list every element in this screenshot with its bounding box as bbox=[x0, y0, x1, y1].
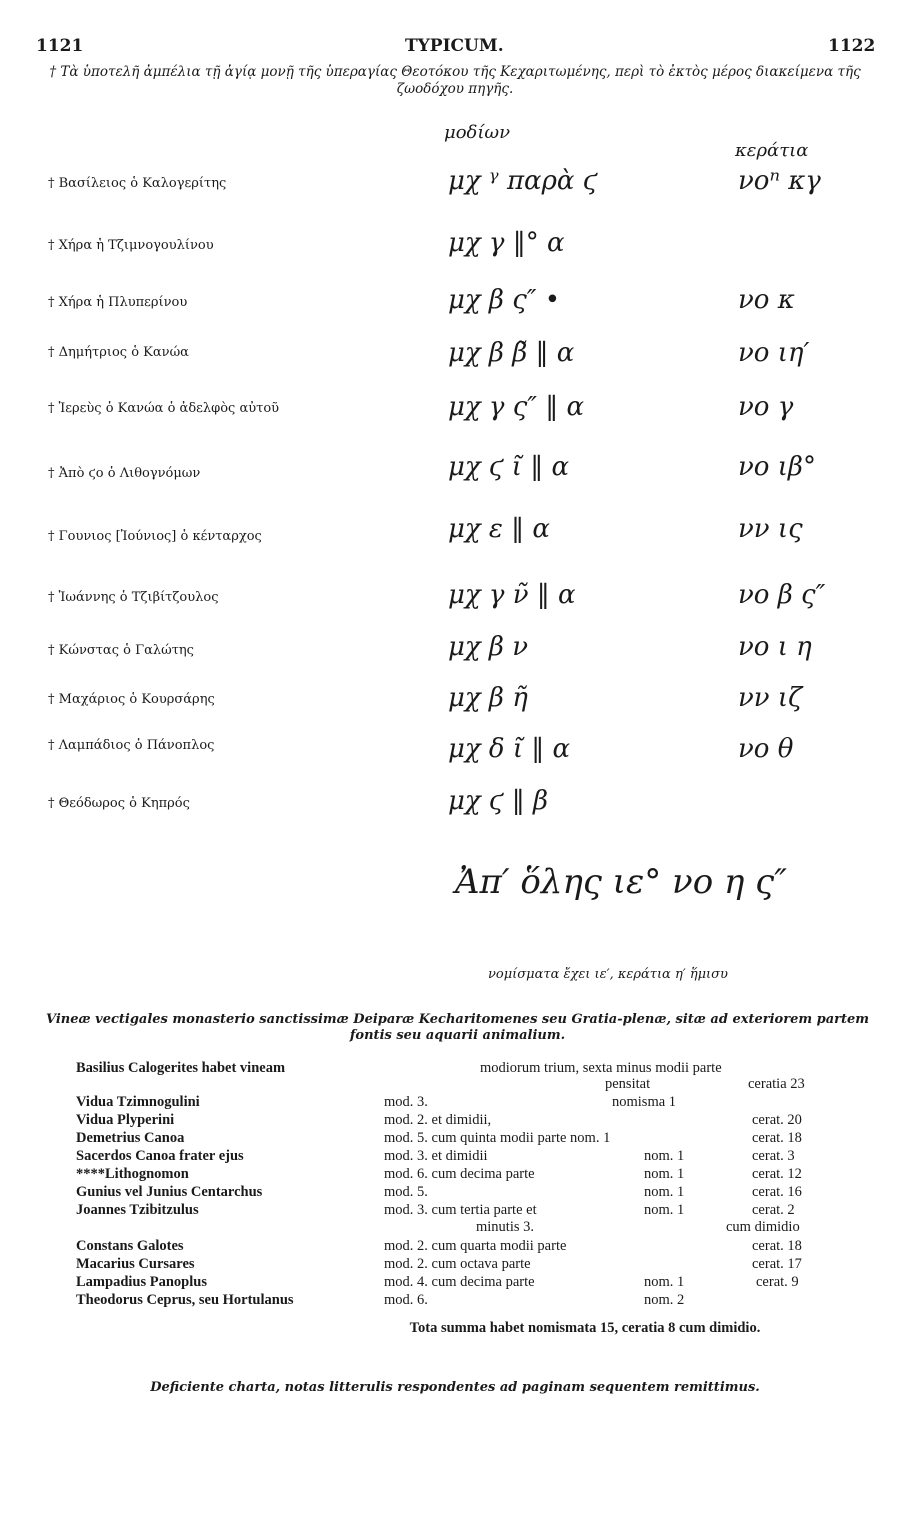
latin-row-name: Basilius Calogerites habet vineam bbox=[76, 1060, 286, 1076]
handwritten-header-modia: μοδίων bbox=[444, 122, 511, 143]
latin-row-pensitat: nom. 1 bbox=[644, 1274, 685, 1290]
latin-row-name: Demetrius Canoa bbox=[76, 1130, 185, 1146]
footer-note: Deficiente charta, notas litterulis respondentes ad paginam sequentem remittimus. bbox=[150, 1380, 760, 1395]
latin-row-name: Theodorus Ceprus, seu Hortulanus bbox=[76, 1292, 294, 1308]
greek-entry-row: † Ἰωάννης ὁ Τζιβίτζουλος bbox=[48, 590, 219, 605]
latin-row-name: ****Lithognomon bbox=[76, 1166, 189, 1182]
latin-row-name: Joannes Tzibitzulus bbox=[76, 1202, 199, 1218]
latin-row-ceratia: cerat. 18 bbox=[752, 1130, 802, 1146]
handwritten-keratia: νο κ bbox=[738, 285, 795, 315]
latin-row-ceratia: cerat. 3 bbox=[752, 1148, 795, 1164]
handwritten-measure: μχ δ ῖ ‖ α bbox=[448, 734, 571, 764]
latin-row-modii: minutis 3. bbox=[476, 1219, 535, 1235]
greek-sum-line: νομίσματα ἔχει ιε′, κεράτια η′ ἥμισυ bbox=[488, 967, 728, 982]
greek-entry-row: † Λαμπάδιος ὁ Πάνοπλος bbox=[48, 738, 215, 753]
handwritten-measure: μχ γ ν̃ ‖ α bbox=[448, 580, 576, 610]
latin-row-name: Macarius Cursares bbox=[76, 1256, 195, 1272]
handwritten-measure: μχ ϛ ῖ ‖ α bbox=[448, 452, 570, 482]
greek-entry-row: † Βασίλειος ὁ Καλογερίτης bbox=[48, 176, 227, 191]
handwritten-keratia: νο γ bbox=[738, 392, 794, 422]
latin-row-name: Vidua Tzimnogulini bbox=[76, 1094, 200, 1110]
latin-row-ceratia: cerat. 16 bbox=[752, 1184, 802, 1200]
latin-row-pensitat: nom. 1 bbox=[644, 1184, 685, 1200]
handwritten-keratia: νν ις bbox=[738, 514, 803, 544]
handwritten-measure: μχ γ ‖° α bbox=[448, 228, 565, 258]
latin-row-ceratia: cerat. 9 bbox=[756, 1274, 799, 1290]
latin-row-ceratia: cerat. 17 bbox=[752, 1256, 802, 1272]
latin-row-modii: mod. 6. bbox=[384, 1292, 428, 1308]
latin-row-modii: mod. 6. cum decima parte bbox=[384, 1166, 535, 1182]
handwritten-keratia: νο ιη′ bbox=[738, 338, 810, 368]
greek-entry-row: † Χήρα ἡ Πλυπερίνου bbox=[48, 295, 188, 310]
latin-row-modii: mod. 5. cum quinta modii parte nom. 1 bbox=[384, 1130, 611, 1146]
handwritten-keratia: νοⁿ κγ bbox=[738, 166, 821, 196]
latin-row-pensitat: nom. 1 bbox=[644, 1166, 685, 1182]
latin-row-pensitat: pensitat bbox=[605, 1076, 651, 1092]
handwritten-keratia: νν ιζ bbox=[738, 683, 803, 713]
latin-row-modii: mod. 2. et dimidii, bbox=[384, 1112, 492, 1128]
handwritten-measure: μχ ϛ ‖ β bbox=[448, 786, 549, 816]
handwritten-measure: μχ β η̃ bbox=[448, 683, 528, 713]
greek-entry-row: † Χήρα ἡ Τζιμνογουλίνου bbox=[48, 238, 214, 253]
latin-row-name: Gunius vel Junius Centarchus bbox=[76, 1184, 263, 1200]
handwritten-measure: μχ γ ς″ ‖ α bbox=[448, 392, 585, 422]
latin-row-ceratia: cum dimidio bbox=[726, 1219, 800, 1235]
latin-row-pensitat: nom. 1 bbox=[644, 1202, 685, 1218]
latin-row-ceratia: cerat. 20 bbox=[752, 1112, 802, 1128]
latin-row-modii: mod. 3. bbox=[384, 1094, 428, 1110]
handwritten-keratia: νο β ς″ bbox=[738, 580, 826, 610]
latin-total: Tota summa habet nomismata 15, ceratia 8 cum dimidio. bbox=[409, 1320, 761, 1336]
latin-row-ceratia: cerat. 12 bbox=[752, 1166, 802, 1182]
greek-entry-row: † Ἀπὸ ϛο ὁ Λιθογνόμων bbox=[48, 466, 201, 481]
handwritten-measure: μχ β β̃ ‖ α bbox=[448, 338, 575, 368]
latin-row-modii: mod. 5. bbox=[384, 1184, 428, 1200]
handwritten-keratia: νο θ bbox=[738, 734, 794, 764]
greek-entry-row: † Κώνστας ὁ Γαλώτης bbox=[48, 643, 194, 658]
latin-heading: Vineæ vectigales monasterio sanctissimæ Deiparæ Kecharitomenes seu Gratia-plenæ, sitæ ad exteriorem partem fontis seu aquarii animalium. bbox=[45, 1012, 870, 1043]
greek-entry-row: † Δημήτριος ὁ Κανώα bbox=[48, 345, 189, 360]
latin-row-name: Lampadius Panoplus bbox=[76, 1274, 207, 1290]
latin-row-pensitat: nom. 1 bbox=[644, 1148, 685, 1164]
latin-row-pensitat: nomisma 1 bbox=[612, 1094, 677, 1110]
latin-row-modii: mod. 2. cum octava parte bbox=[384, 1256, 531, 1272]
handwritten-header-keratia: κεράτια bbox=[735, 140, 809, 161]
latin-row-ceratia: ceratia 23 bbox=[748, 1076, 805, 1092]
greek-entry-row: † Ἱερεὺς ὁ Κανώα ὁ ἀδελφὸς αὐτοῦ bbox=[48, 401, 280, 416]
latin-row-ceratia: cerat. 2 bbox=[752, 1202, 795, 1218]
latin-row-modii: modiorum trium, sexta minus modii parte bbox=[480, 1060, 722, 1076]
latin-row-name: Constans Galotes bbox=[76, 1238, 184, 1254]
latin-row-ceratia: cerat. 18 bbox=[752, 1238, 802, 1254]
greek-entry-row: † Θεόδωρος ὁ Κηπρός bbox=[48, 796, 190, 811]
handwritten-sum: Ἀπ′ ὅλης ιε° νο η ς″ bbox=[455, 862, 787, 902]
running-title: TYPICUM. bbox=[405, 36, 504, 56]
latin-row-modii: mod. 4. cum decima parte bbox=[384, 1274, 535, 1290]
page-number-left: 1121 bbox=[36, 36, 84, 56]
greek-entry-row: † Γουνιος [Ἰούνιος] ὁ κένταρχος bbox=[48, 529, 262, 544]
handwritten-keratia: νο ιβ° bbox=[738, 452, 816, 482]
handwritten-measure: μχ ᵞ παρὰ ϛ bbox=[448, 166, 598, 196]
page-number-right: 1122 bbox=[828, 36, 876, 56]
latin-row-pensitat: nom. 2 bbox=[644, 1292, 685, 1308]
handwritten-measure: μχ ε ‖ α bbox=[448, 514, 550, 544]
handwritten-measure: μχ β ς″ • bbox=[448, 285, 561, 315]
latin-row-modii: mod. 3. cum tertia parte et bbox=[384, 1202, 537, 1218]
handwritten-keratia: νο ι η bbox=[738, 632, 812, 662]
greek-entry-row: † Μαχάριος ὁ Κουρσάρης bbox=[48, 692, 215, 707]
latin-row-name: Vidua Plyperini bbox=[76, 1112, 175, 1128]
greek-heading: † Τὰ ὑποτελῆ ἀμπέλια τῇ ἁγίᾳ μονῇ τῆς ὑπεραγίας Θεοτόκου τῆς Κεχαριτωμένης, περὶ τὸ ἐκτὸς μέρος διακείμενα τῆς ζωοδόχου πηγῆς. bbox=[49, 64, 861, 97]
latin-row-modii: mod. 3. et dimidii bbox=[384, 1148, 488, 1164]
handwritten-measure: μχ β ν bbox=[448, 632, 529, 662]
latin-row-modii: mod. 2. cum quarta modii parte bbox=[384, 1238, 567, 1254]
latin-row-name: Sacerdos Canoa frater ejus bbox=[76, 1148, 244, 1164]
